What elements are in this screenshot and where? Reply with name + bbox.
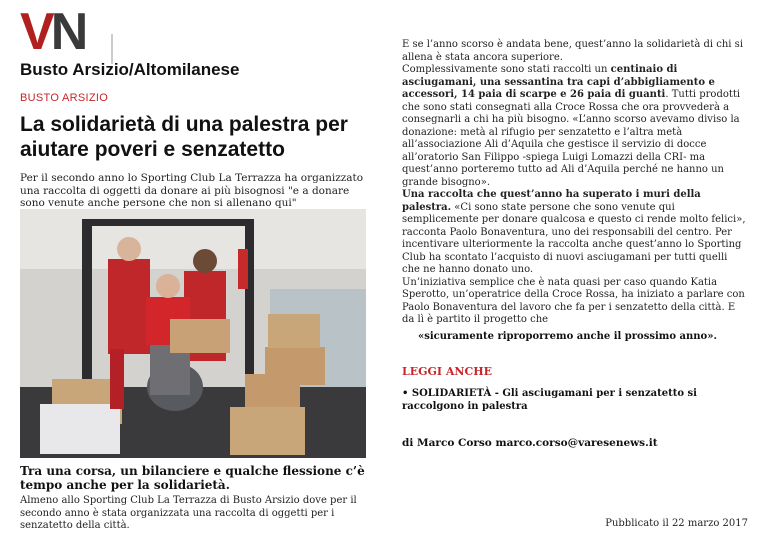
- logo-n: N: [50, 3, 85, 61]
- caption-title: Tra una corsa, un bilanciere e qualche flessione c’è tempo anche per la solidarietà.: [20, 464, 365, 492]
- published-date: Pubblicato il 22 marzo 2017: [605, 518, 748, 529]
- closing-quote: «sicuramente riproporremo anche il prossimo anno».: [418, 331, 717, 342]
- photo-illustration: [20, 209, 366, 458]
- section-title[interactable]: Busto Arsizio/Altomilanese: [20, 60, 240, 79]
- byline[interactable]: di Marco Corso marco.corso@varesenews.it: [402, 437, 658, 449]
- logo[interactable]: [20, 3, 85, 61]
- lead-paragraph: Per il secondo anno lo Sporting Club La Terrazza ha organizzato una raccolta di oggetti da donare ai più bisognosi "e a donare sono venute anche persone che non si allenano qui": [20, 172, 364, 209]
- headline: La solidarietà di una palestra per aiutare poveri e senzatetto: [20, 113, 348, 161]
- paragraph-3: [402, 189, 747, 277]
- kicker[interactable]: BUSTO ARSIZIO: [20, 92, 109, 104]
- caption-body: Almeno allo Sporting Club La Terrazza di Busto Arsizio dove per il secondo anno è stata organizzata una raccolta di oggetti per i senzatetto della città.: [20, 495, 357, 531]
- logo-v: V: [20, 3, 51, 61]
- paragraph-2-intro: Complessivamente sono stati raccolti un: [402, 64, 611, 75]
- paragraph-3-body: «Ci sono state persone che sono venute qui semplicemente per donare qualcosa e questo ci rende molto felici», racconta Paolo Bonaventura, uno dei responsabili del centro. Per incentivare ulteriormente la raccolta anche quest’anno lo Sporting Club ha scontato l’acquisto di nuovi asciugamani per tutti quelli che ne hanno donato uno.: [402, 201, 746, 275]
- article-photo: [20, 209, 366, 458]
- paragraph-1: E se l’anno scorso è andata bene, quest’anno la solidarietà di chi si allena è stata ancora superiore.: [402, 39, 744, 63]
- article-column: [402, 39, 747, 327]
- subheading: Una raccolta che quest’anno ha superato i muri della palestra.: [402, 189, 701, 213]
- paragraph-2: [402, 64, 747, 189]
- paragraph-4: Un’iniziativa semplice che è nata quasi per caso quando Katia Sperotto, un’operatrice della Croce Rossa, ha iniziato a parlare con Paolo Bonaventura del lavoro che fa per i senzatetto della città. E da lì è partito il progetto che: [402, 276, 745, 325]
- paragraph-2-rest: . Tutti prodotti che sono stati consegnati alla Croce Rossa che ora provvederà a consegnarli a chi ha più bisogno. «L’anno scorso avevamo diviso la donazione: metà al rifugio per senzatetto e l’altra metà all’associazione Ali d’Aquila che gestisce il servizio di docce all’oratorio San Filippo -spiega Luigi Lomazzi della CRI- ma quest’anno porteremo tutto ad Ali d’Aquila perché ne hanno un grande bisogno».: [402, 89, 741, 188]
- leggi-anche-heading: LEGGI ANCHE: [402, 365, 493, 378]
- related-article-link[interactable]: • SOLIDARIETÀ - Gli asciugamani per i senzatetto si raccolgono in palestra: [402, 388, 697, 412]
- paragraph-2-highlight: centinaio di asciugamani, una sessantina tra capi d’abbigliamento e accessori, 14 paia di scarpe e 26 paia di guanti: [402, 64, 715, 100]
